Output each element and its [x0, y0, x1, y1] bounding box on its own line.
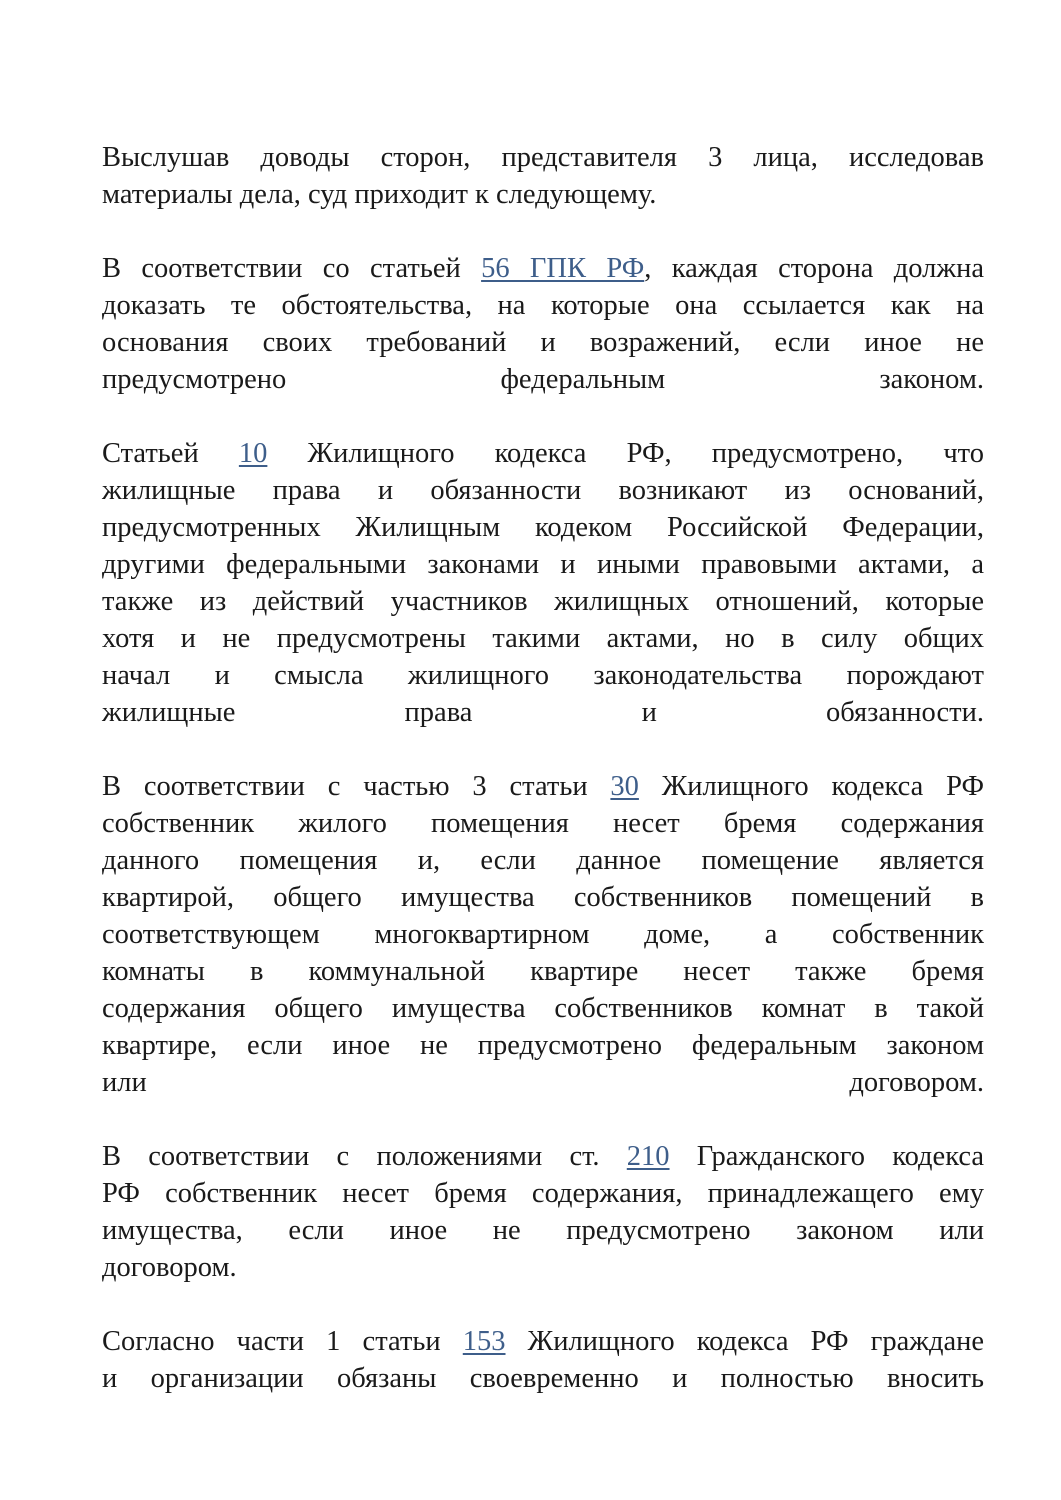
text-line: квартирой, общего имущества собственников помещений в [102, 882, 984, 913]
text-line: собственник жилого помещения несет бремя содержания [102, 808, 984, 839]
text-line: договором. [102, 1252, 237, 1283]
text-line: предусмотренных Жилищным кодеком Российской Федерации, [102, 512, 984, 543]
text-line: соответствующем многоквартирном доме, а собственник [102, 919, 984, 950]
law-link-210-gk[interactable]: 210 [626, 1141, 670, 1172]
text-run: Жилищного кодекса РФ [638, 771, 984, 802]
text-line: материалы дела, суд приходит к следующему. [102, 179, 657, 210]
text-line: предусмотрено федеральным законом. [102, 364, 984, 395]
law-link-10-zhk[interactable]: 10 [238, 438, 268, 469]
text-line: жилищные права и обязанности. [102, 697, 984, 728]
text-line: данного помещения и, если данное помещение является [102, 845, 984, 876]
text-run: , каждая сторона должна [644, 253, 984, 284]
text-line: начал и смысла жилищного законодательства порождают [102, 660, 984, 691]
text-line: другими федеральными законами и иными правовыми актами, а [102, 549, 984, 580]
document-page [102, 139, 984, 1397]
text-line: доказать те обстоятельства, на которые она ссылается как на [102, 290, 984, 321]
text-line: жилищные права и обязанности возникают из оснований, [102, 475, 984, 506]
text-line: и организации обязаны своевременно и полностью вносить [102, 1363, 984, 1394]
paragraph-1 [102, 139, 984, 213]
text-run: В соответствии с положениями ст. [102, 1141, 627, 1172]
text-line: основания своих требований и возражений, если иное не [102, 327, 984, 358]
paragraph-5 [102, 1138, 984, 1286]
law-link-30-zhk[interactable]: 30 [610, 771, 639, 802]
text-line: или договором. [102, 1067, 984, 1098]
text-run: Жилищного кодекса РФ, предусмотрено, что [267, 438, 984, 469]
text-line: хотя и не предусмотрены такими актами, но в силу общих [102, 623, 984, 654]
text-line [102, 1323, 984, 1360]
text-line: содержания общего имущества собственников комнат в такой [102, 993, 984, 1024]
text-run: В соответствии с частью 3 статьи [102, 771, 611, 802]
text-line: РФ собственник несет бремя содержания, принадлежащего ему [102, 1178, 984, 1209]
law-link-153-zhk[interactable]: 153 [462, 1326, 506, 1357]
text-line [102, 435, 984, 472]
paragraph-2 [102, 250, 984, 398]
text-line: имущества, если иное не предусмотрено законом или [102, 1215, 984, 1246]
text-line: Выслушав доводы сторон, представителя 3 лица, исследовав [102, 142, 984, 173]
text-line: также из действий участников жилищных отношений, которые [102, 586, 984, 617]
text-run: Гражданского кодекса [669, 1141, 984, 1172]
text-line [102, 250, 984, 287]
text-run: В соответствии со статьей [102, 253, 482, 284]
text-line: комнаты в коммунальной квартире несет также бремя [102, 956, 984, 987]
paragraph-4 [102, 768, 984, 1101]
paragraph-3 [102, 435, 984, 731]
text-line [102, 768, 984, 805]
text-line: квартире, если иное не предусмотрено федеральным законом [102, 1030, 984, 1061]
paragraph-6 [102, 1323, 984, 1397]
text-run: Согласно части 1 статьи [102, 1326, 463, 1357]
text-line [102, 1138, 984, 1175]
text-run: Жилищного кодекса РФ граждане [505, 1326, 984, 1357]
text-run: Статьей [102, 438, 239, 469]
law-link-56-gpk[interactable]: 56 ГПК РФ [481, 253, 645, 284]
